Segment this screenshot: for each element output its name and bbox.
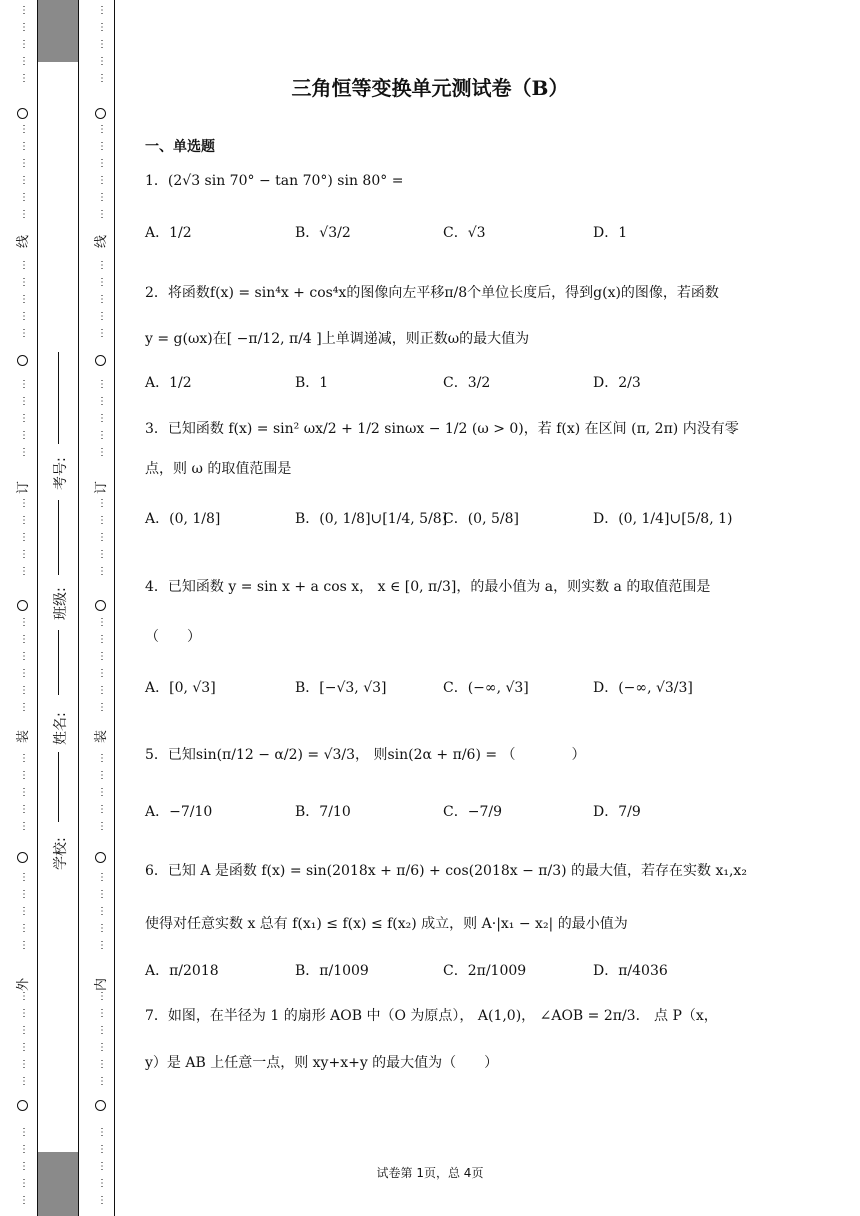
page-title: 三角恒等变换单元测试卷（B） — [291, 76, 569, 100]
option-b: B．[−√3, √3] — [295, 680, 387, 696]
dot-mark: ⋮ — [97, 328, 107, 339]
option-a: A．π/2018 — [145, 963, 219, 979]
dot-mark: ⋮ — [19, 1076, 29, 1087]
dot-mark: ⋮ — [97, 277, 107, 288]
binding-word: 线 — [94, 234, 110, 249]
dot-mark: ⋮ — [19, 651, 29, 662]
binding-circle — [17, 852, 28, 863]
option-b: B．1 — [295, 375, 329, 391]
dot-mark: ⋮ — [97, 634, 107, 645]
dot-mark: ⋮ — [97, 753, 107, 764]
dot-mark: ⋮ — [97, 294, 107, 305]
option-a: A．1/2 — [145, 225, 192, 241]
dot-mark: ⋮ — [19, 549, 29, 560]
dot-mark: ⋮ — [19, 294, 29, 305]
dot-mark: ⋮ — [19, 498, 29, 509]
dot-mark: ⋮ — [19, 787, 29, 798]
dot-mark: ⋮ — [97, 1178, 107, 1189]
binding-circle — [17, 1100, 28, 1111]
dot-mark: ⋮ — [97, 192, 107, 203]
field-line — [58, 630, 59, 695]
dot-mark: ⋮ — [97, 1076, 107, 1087]
dot-mark: ⋮ — [19, 328, 29, 339]
dot-mark: ⋮ — [97, 447, 107, 458]
dot-mark: ⋮ — [97, 549, 107, 560]
option-c: C．−7/9 — [443, 804, 502, 820]
option-d: D．(0, 1/4]∪[5/8, 1) — [593, 511, 733, 527]
dot-mark: ⋮ — [19, 566, 29, 577]
dot-mark: ⋮ — [19, 821, 29, 832]
dot-mark: ⋮ — [19, 447, 29, 458]
dot-mark: ⋮ — [97, 260, 107, 271]
dot-mark: ⋮ — [97, 821, 107, 832]
binding-dots-inner — [92, 0, 110, 1216]
dot-mark: ⋮ — [97, 685, 107, 696]
section-heading: 一、单选题 — [145, 139, 215, 155]
page-footer: 试卷第 1页，总 4页 — [376, 1166, 484, 1180]
option-d: D．(−∞, √3/3] — [593, 680, 693, 696]
binding-circle — [95, 1100, 106, 1111]
question-4-stem: 4．已知函数 y = sin x + a cos x， x ∈ [0, π/3]，的最小值为 a，则实数 a 的取值范围是 — [145, 579, 711, 595]
dot-mark: ⋮ — [97, 209, 107, 220]
dot-mark: ⋮ — [19, 22, 29, 33]
dot-mark: ⋮ — [19, 1127, 29, 1138]
question-3-options — [145, 508, 745, 538]
dot-mark: ⋮ — [97, 124, 107, 135]
question-4-options — [145, 677, 745, 707]
dot-mark: ⋮ — [97, 5, 107, 16]
binding-circle — [17, 108, 28, 119]
dot-mark: ⋮ — [19, 56, 29, 67]
option-d: D．7/9 — [593, 804, 641, 820]
dot-mark: ⋮ — [97, 1195, 107, 1206]
binding-word: 订 — [16, 480, 32, 495]
dot-mark: ⋮ — [97, 889, 107, 900]
dot-mark: ⋮ — [97, 566, 107, 577]
dot-mark: ⋮ — [97, 770, 107, 781]
question-2-stem-line2: y = g(ωx)在[ −π/12, π/4 ]上单调递减，则正数ω的最大值为 — [145, 331, 530, 347]
dot-mark: ⋮ — [97, 1025, 107, 1036]
dot-mark: ⋮ — [97, 56, 107, 67]
option-d: D．π/4036 — [593, 963, 668, 979]
dot-mark: ⋮ — [19, 1059, 29, 1070]
question-5-stem: 5．已知sin(π/12 − α/2) = √3/3， 则sin(2α + π/6) = （ ） — [145, 747, 586, 763]
binding-word: 装 — [16, 729, 32, 744]
dot-mark: ⋮ — [19, 889, 29, 900]
dot-mark: ⋮ — [97, 923, 107, 934]
option-c: C．(0, 5/8] — [443, 511, 519, 527]
question-6-options — [145, 960, 745, 990]
question-7-stem-line2: y）是 AB 上任意一点，则 xy+x+y 的最大值为（ ） — [145, 1055, 499, 1071]
field-xingming: 姓名: — [53, 712, 69, 745]
dot-mark: ⋮ — [19, 753, 29, 764]
dot-mark: ⋮ — [97, 379, 107, 390]
question-1-stem: 1．(2√3 sin 70° − tan 70°) sin 80° = — [145, 173, 404, 189]
dot-mark: ⋮ — [19, 260, 29, 271]
band-gray-top — [38, 0, 78, 62]
binding-circle — [17, 600, 28, 611]
question-5-options — [145, 801, 745, 831]
option-a: A．1/2 — [145, 375, 192, 391]
field-xuexiao: 学校: — [53, 837, 69, 870]
question-1-options — [145, 222, 745, 252]
dot-mark: ⋮ — [19, 617, 29, 628]
question-6-stem: 6．已知 A 是函数 f(x) = sin(2018x + π/6) + cos(2018x − π/3) 的最大值，若存在实数 x₁,x₂ — [145, 863, 747, 879]
dot-mark: ⋮ — [19, 73, 29, 84]
binding-circle — [95, 852, 106, 863]
field-line — [58, 352, 59, 444]
binding-circle — [95, 108, 106, 119]
dot-mark: ⋮ — [97, 617, 107, 628]
option-c: C．(−∞, √3] — [443, 680, 529, 696]
dot-mark: ⋮ — [97, 940, 107, 951]
dot-mark: ⋮ — [19, 532, 29, 543]
binding-circle — [95, 600, 106, 611]
dot-mark: ⋮ — [19, 906, 29, 917]
dot-mark: ⋮ — [19, 1178, 29, 1189]
dot-mark: ⋮ — [19, 1008, 29, 1019]
dot-mark: ⋮ — [97, 175, 107, 186]
dot-mark: ⋮ — [19, 277, 29, 288]
dot-mark: ⋮ — [97, 39, 107, 50]
question-6-stem-line2: 使得对任意实数 x 总有 f(x₁) ≤ f(x) ≤ f(x₂) 成立，则 A·|x₁ − x₂| 的最小值为 — [145, 916, 628, 932]
dot-mark: ⋮ — [19, 1042, 29, 1053]
option-a: A．−7/10 — [145, 804, 213, 820]
dot-mark: ⋮ — [97, 991, 107, 1002]
dot-mark: ⋮ — [97, 1127, 107, 1138]
dot-mark: ⋮ — [97, 22, 107, 33]
binding-word: 订 — [94, 480, 110, 495]
dot-mark: ⋮ — [19, 158, 29, 169]
dot-mark: ⋮ — [97, 1161, 107, 1172]
dot-mark: ⋮ — [97, 396, 107, 407]
option-d: D．1 — [593, 225, 628, 241]
dot-mark: ⋮ — [97, 413, 107, 424]
dot-mark: ⋮ — [97, 906, 107, 917]
dot-mark: ⋮ — [19, 430, 29, 441]
question-2-stem: 2．将函数f(x) = sin⁴x + cos⁴x的图像向左平移π/8个单位长度后，得到g(x)的图像，若函数 — [145, 285, 719, 301]
question-7-stem: 7．如图，在半径为 1 的扇形 AOB 中（O 为原点）， A(1,0)， ∠AOB = 2π/3． 点 P（x， — [145, 1008, 718, 1024]
option-c: C．√3 — [443, 225, 486, 241]
dot-mark: ⋮ — [19, 923, 29, 934]
dot-mark: ⋮ — [19, 311, 29, 322]
dot-mark: ⋮ — [19, 702, 29, 713]
dot-mark: ⋮ — [19, 1161, 29, 1172]
dot-mark: ⋮ — [97, 430, 107, 441]
field-kaohao: 考号: — [53, 457, 69, 490]
dot-mark: ⋮ — [19, 872, 29, 883]
binding-word: 装 — [94, 729, 110, 744]
dot-mark: ⋮ — [97, 515, 107, 526]
dot-mark: ⋮ — [97, 872, 107, 883]
option-b: B．(0, 1/8]∪[1/4, 5/8] — [295, 511, 448, 527]
dot-mark: ⋮ — [97, 668, 107, 679]
option-c: C．3/2 — [443, 375, 491, 391]
binding-word: 内 — [94, 977, 110, 992]
dot-mark: ⋮ — [97, 498, 107, 509]
dot-mark: ⋮ — [97, 141, 107, 152]
dot-mark: ⋮ — [19, 991, 29, 1002]
dot-mark: ⋮ — [19, 1025, 29, 1036]
dot-mark: ⋮ — [19, 515, 29, 526]
option-b: B．√3/2 — [295, 225, 351, 241]
dot-mark: ⋮ — [19, 124, 29, 135]
dot-mark: ⋮ — [97, 158, 107, 169]
dot-mark: ⋮ — [19, 1144, 29, 1155]
field-line — [58, 752, 59, 822]
field-banji: 班级: — [53, 587, 69, 620]
dot-mark: ⋮ — [97, 787, 107, 798]
dot-mark: ⋮ — [19, 175, 29, 186]
dot-mark: ⋮ — [97, 1144, 107, 1155]
option-c: C．2π/1009 — [443, 963, 527, 979]
option-b: B．7/10 — [295, 804, 351, 820]
dot-mark: ⋮ — [19, 209, 29, 220]
dot-mark: ⋮ — [97, 1059, 107, 1070]
dot-mark: ⋮ — [19, 39, 29, 50]
dot-mark: ⋮ — [97, 702, 107, 713]
field-line — [58, 500, 59, 575]
binding-dots-outer — [14, 0, 32, 1216]
dot-mark: ⋮ — [19, 192, 29, 203]
dot-mark: ⋮ — [97, 1042, 107, 1053]
question-2-options — [145, 372, 745, 402]
dot-mark: ⋮ — [19, 940, 29, 951]
dot-mark: ⋮ — [19, 770, 29, 781]
band-gray-bottom — [38, 1152, 78, 1216]
binding-band — [37, 0, 79, 1216]
dot-mark: ⋮ — [19, 396, 29, 407]
dot-mark: ⋮ — [19, 413, 29, 424]
dot-mark: ⋮ — [97, 311, 107, 322]
dot-mark: ⋮ — [19, 804, 29, 815]
dot-mark: ⋮ — [19, 634, 29, 645]
binding-edge — [114, 0, 115, 1216]
dot-mark: ⋮ — [19, 685, 29, 696]
binding-word: 外 — [16, 977, 32, 992]
dot-mark: ⋮ — [19, 141, 29, 152]
binding-word: 线 — [16, 234, 32, 249]
dot-mark: ⋮ — [19, 5, 29, 16]
dot-mark: ⋮ — [19, 668, 29, 679]
dot-mark: ⋮ — [97, 804, 107, 815]
option-a: A．(0, 1/8] — [145, 511, 221, 527]
dot-mark: ⋮ — [19, 379, 29, 390]
dot-mark: ⋮ — [97, 1008, 107, 1019]
option-d: D．2/3 — [593, 375, 641, 391]
binding-circle — [17, 355, 28, 366]
dot-mark: ⋮ — [19, 1195, 29, 1206]
option-a: A．[0, √3] — [145, 680, 216, 696]
dot-mark: ⋮ — [97, 73, 107, 84]
question-3-stem: 3．已知函数 f(x) = sin² ωx/2 + 1/2 sinωx − 1/2 (ω > 0)，若 f(x) 在区间 (π, 2π) 内没有零 — [145, 421, 739, 437]
binding-circle — [95, 355, 106, 366]
dot-mark: ⋮ — [97, 532, 107, 543]
option-b: B．π/1009 — [295, 963, 369, 979]
question-3-stem-line2: 点，则 ω 的取值范围是 — [145, 461, 292, 477]
dot-mark: ⋮ — [97, 651, 107, 662]
question-4-stem-line2: （ ） — [145, 629, 201, 645]
